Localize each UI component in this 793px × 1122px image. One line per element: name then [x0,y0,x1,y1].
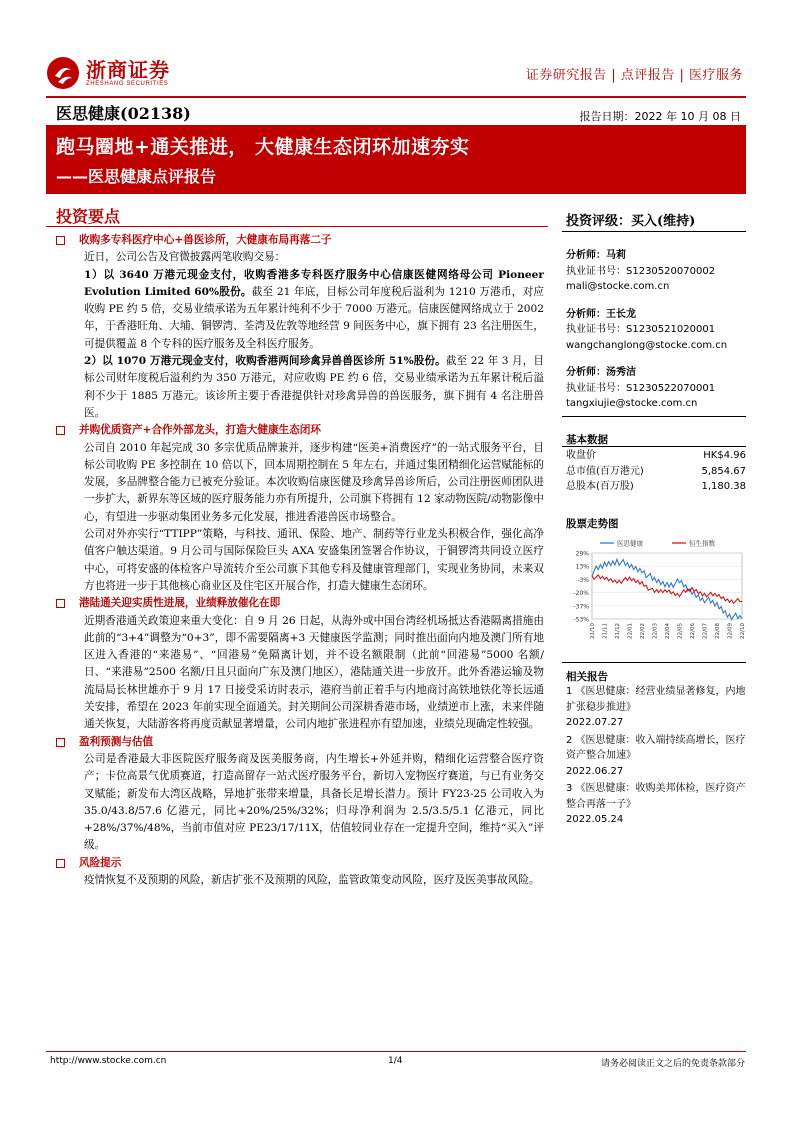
bullet-heading [56,422,544,439]
disclaimer-note: 请务必阅读正文之后的免责条款部分 [600,1059,745,1069]
x-tick-label: 22/07 [702,623,709,639]
basic-data-value: 5,854.67 [701,465,746,477]
analyst-cert: 执业证书号：S1230522070001 [566,382,716,394]
bullet-heading [56,855,544,872]
paragraph [56,526,544,595]
paragraph-lead: 1）以 3640 万港元现金支付，收购香港多专科医疗服务中心信康医健网络母公司 Pioneer Evolution Limited 60%股份。 [84,268,544,298]
y-tick-label: -53% [573,616,589,624]
rating-rule [562,231,746,232]
related-report-title[interactable]: 1 《医思健康：经营业绩显著修复，内地扩张稳步推进》 [566,686,746,713]
y-tick-label: -20% [573,590,589,598]
paragraph [56,353,544,422]
basic-data-value: 1,180.38 [701,481,746,492]
report-date: 报告日期：2022 年 10 月 08 日 [579,110,741,123]
related-report-item [566,684,746,731]
related-report-title[interactable]: 3 《医思健康：收购美邦体检，医疗资产整合再落一子》 [566,783,746,810]
related-report-item [566,733,746,780]
paragraph [56,440,544,526]
x-tick-label: 22/06 [690,623,696,639]
paragraph [56,249,544,266]
analyst-label: 分析师： [566,308,606,320]
report-subtitle: ——医思健康点评报告 [56,167,217,186]
analyst-name [566,365,746,381]
paragraph-text: 截至 22 年 3 月，目标公司财年度税后溢利约为 350 万港元，对应收购 PE 约 6 倍，交易业绩承诺为五年累计税后溢利不少于 1885 万港元。该诊所主要于香港提供针对珍禽异兽的兽医服务，旗下拥有 4 名注册兽医。 [84,355,544,419]
company-name: 医思健康(02138) [56,104,191,123]
x-tick-label: 21/11 [602,623,609,639]
bullet-heading-text: 盈利预测与估值 [79,735,154,748]
analyst-name-text: 王长龙 [606,308,636,320]
section-title: 投资要点 [56,207,121,226]
checkbox-bullet-icon [56,738,65,747]
analyst-name-text: 马莉 [606,250,626,261]
checkbox-bullet-icon [56,859,65,868]
report-title: 跑马圈地+通关推进， 大健康生态闭环加速夯实 [56,136,470,158]
analyst-email[interactable]: wangchanglong@stocke.com.cn [566,339,728,351]
section-rule [46,226,548,227]
basic-data-row [566,479,746,495]
checkbox-bullet-icon [56,599,65,608]
zheshang-logo-icon [46,56,80,90]
x-tick-label: 22/09 [727,623,734,639]
investment-points [56,232,544,889]
header-rule [46,96,746,98]
analyst-cert: 执业证书号：S1230521020001 [566,324,716,335]
basic-data-row [566,448,746,464]
report-type: 证券研究报告 | 点评报告 | 医疗服务 [525,68,743,83]
paragraph-text: 公司是香港最大非医院医疗服务商及医美服务商，内生增长+外延并购，精细化运营整合医疗资产；卡位高景气优质赛道，打造高留存一站式医疗服务平台，新切入宠物医疗赛道，与已有业务交叉赋能；新发布大湾区战略，异地扩张带来增量，具备长足增长潜力。预计 FY23-25 公司收入为 35.0/43.8/57.6 亿港元，同比+20%/25%/32%；归母净利润为 2.5/3.5/5.1 亿港元，同比+28%/37%/48%，当前市值对应 PE23/17/11X，估值较同业存在一定提升空间，维持“买入”评级。 [84,752,544,852]
analyst-card [566,307,746,354]
bullet-heading-text: 港陆通关迎实质性进展，业绩释放催化在即 [79,597,281,610]
analyst-list [566,248,746,424]
bullet-heading [56,595,544,612]
paragraph-text: 近期香港通关政策迎来重大变化：自 9 月 26 日起，从海外或中国台湾经机场抵达香港隔离措施由此前的“3+4”调整为“0+3”，即不需要隔离+3 天健康医学监测；同时推出面向内地及澳门所有地区进入香港的“来港易”、“回港易”免隔离计划，并不设名额限制（此前“回港易”5000 名额/日、“来港易”2500 名额/日且只面向广东及澳门地区），港陆通关进一步放开。此外香港运输及物流局局长林世雄亦于 9 月 17 日接受采访时表示，港府当前正着手与内地商讨高铁地铁化等长远通关安排，希望在 2023 年前实现全面通关。封关期间公司深耕香港市场，业绩逆市上涨，未来伴随通关恢复，大陆游客将再度贡献显著增量，公司内地扩张进程亦有望加速，业绩兑现确定性较强。 [84,614,544,731]
chart-title: 股票走势图 [566,518,619,530]
related-report-date: 2022.05.24 [566,814,624,825]
bullet-heading-text: 收购多专科医疗中心+兽医诊所，大健康布局再落二子 [79,234,332,246]
basic-data-key: 总市值(百万港元) [566,465,644,477]
y-tick-label: -37% [573,603,589,611]
related-title: 相关报告 [566,671,608,683]
legend-label: 医思健康 [617,539,643,548]
paragraph [56,613,544,734]
x-tick-label: 22/02 [640,623,646,639]
paragraph-text: 截至 21 年底，目标公司年度税后溢利为 1210 万港币，对应收购 PE 约 5 倍，交易业绩承诺为五年累计纯利不少于 7000 万港元。信康医健网络成立于 2002 年，于香港旺角、大埔、铜锣湾、荃湾及佐敦等地经营 9 间医务中心，旗下拥有 23 名注册医生，可提供覆盖 8 个专科的医疗服务及全科医疗服务。 [84,285,544,350]
basic-data-rule [562,446,746,447]
x-tick-label: 22/10 [740,623,746,639]
basic-data-row [566,464,746,480]
x-tick-label: 22/05 [677,623,684,639]
footer-rule [46,1051,746,1052]
analyst-name-text: 汤秀洁 [606,367,636,378]
brand-logo [46,56,170,90]
basic-data-title: 基本数据 [566,434,608,446]
basic-data-key: 总股本(百万股) [566,481,634,492]
related-report-date: 2022.06.27 [566,765,624,777]
basic-data-value: HK$4.96 [703,450,746,461]
legend-label: 恒生指数 [689,539,715,548]
series-line-company [592,559,742,619]
stock-trend-chart [562,533,748,651]
paragraph-lead: 2）以 1070 万港元现金支付，收购香港两间珍禽异兽兽医诊所 51%股份。 [84,355,446,368]
brand-name: 浙商证券 [86,58,170,82]
paragraph-text: 公司自 2010 年起完成 30 多宗优质品牌兼并，逐步构建“医美+消费医疗”的一站式服务平台，目标公司收购 PE 多控制在 10 倍以下，回本周期控制在 5 年左右，并通过集团精细化运营赋能标的发展，多品牌整合能力已被充分验证。本次收购信康医健及珍禽异兽诊所后，公司注册医师团队进一步扩大，新界东等区域的医疗服务能力亦有所提升，公司旗下将拥有 12 家动物医院/动物影像中心，有望进一步驱动集团业务多元化发展，推进香港兽医市场整合。 [84,441,544,523]
x-tick-label: 21/10 [590,623,596,639]
page-number: 1/4 [388,1056,403,1066]
investment-rating: 投资评级：买入(维持) [566,214,696,229]
paragraph-text: 疫情恢复不及预期的风险，新店扩张不及预期的风险，监管政策变动风险，医疗及医美事故风险。 [84,873,540,886]
paragraph [56,267,544,353]
y-tick-label: 29% [575,550,589,558]
related-report-item [566,781,746,828]
analyst-card [566,365,746,412]
paragraph [56,872,544,889]
checkbox-bullet-icon [56,236,65,245]
x-tick-label: 21/12 [615,623,621,639]
basic-data-key: 收盘价 [566,450,596,461]
x-tick-label: 22/08 [715,623,721,639]
paragraph [56,751,544,855]
paragraph-text: 近日，公司公告及官微披露两笔收购交易： [84,251,286,264]
related-report-date: 2022.07.27 [566,717,624,728]
title-banner [46,125,746,194]
divider [562,416,746,417]
bullet-heading-text: 并购优质资产+合作外部龙头，打造大健康生态闭环 [79,424,321,437]
x-tick-label: 22/04 [665,623,671,639]
analyst-email[interactable]: tangxiujie@stocke.com.cn [566,398,698,409]
checkbox-bullet-icon [56,426,65,435]
analyst-cert: 执业证书号：S1230520070002 [566,265,716,277]
analyst-label: 分析师： [566,250,606,261]
bullet-heading-text: 风险提示 [79,856,122,869]
bullet-heading [56,232,544,249]
y-tick-label: 13% [575,563,589,571]
related-reports [566,684,746,830]
analyst-name [566,307,746,323]
divider [562,662,746,663]
analyst-label: 分析师： [566,367,606,378]
bullet-heading [56,734,544,751]
analyst-name [566,248,746,264]
x-tick-label: 22/01 [627,623,634,639]
related-report-title[interactable]: 2 《医思健康：收入端持续高增长，医疗资产整合加速》 [566,734,746,761]
footer-url[interactable]: http://www.stocke.com.cn [50,1056,167,1066]
paragraph-text: 公司对外亦实行“TTIPP”策略，与科技、通讯、保险、地产、制药等行业龙头积极合作，强化高净值客户触达渠道。9 月公司与国际保险巨头 AXA 安盛集团签署合作协议，于铜锣湾共同设立医疗中心，可将安盛的体检客户导流转介至公司旗下其他专科及健康管理部门，实现业务协同，未来双方也将进一步于其他核心商业区及住宅区开展合作，打造大健康生态闭环。 [84,528,544,592]
analyst-card [566,248,746,295]
analyst-email[interactable]: mali@stocke.com.cn [566,281,670,292]
x-tick-label: 22/03 [652,623,659,639]
basic-data-table [566,448,746,495]
y-tick-label: -3% [577,576,589,584]
brand-name-en: ZHESHANG SECURITIES [86,81,169,87]
